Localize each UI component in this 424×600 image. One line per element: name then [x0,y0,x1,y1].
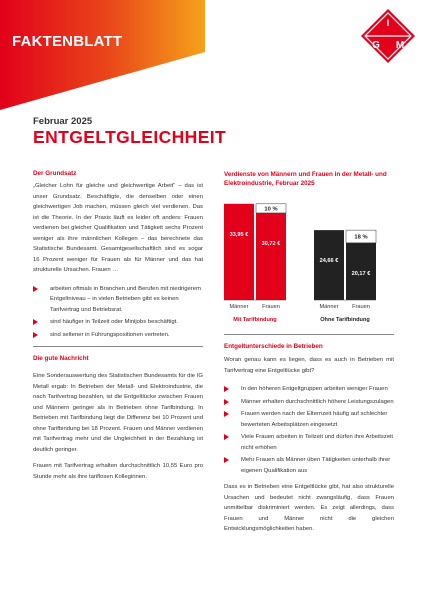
chart-bar [256,213,286,300]
section-heading-gute-nachricht: Die gute Nachricht [33,355,89,362]
logo-letter-i: I [386,18,390,28]
chart-category-label: Frauen [352,304,370,310]
chart-group-label: Ohne Tarifbindung [320,317,370,323]
gute-nachricht-paragraph-2: Frauen mit Tarifvertrag erhalten durchschnittlich 10,55 Euro pro Stunde mehr als ihre tariflosen Kolleginnen. [33,463,203,480]
chart-category-label: Männer [229,304,249,310]
list-item-text: sind seltener in Führungspositionen vertreten. [50,331,170,338]
list-item-text: Frauen werden nach der Elternzeit häufig auf schlechter bewerteten Arbeitsplätzen eingesetzt [241,411,388,428]
chart-data-label: 24,66 € [319,258,339,265]
list-item [33,284,203,316]
grundsatz-paragraph: „Gleicher Lohn für gleiche und gleichwertige Arbeit“ – das ist unser Grundsatz. Beschäftigte, die denselben oder einen gleichwertigen Job machen, müssen gleich viel verdienen. Das ist die Theorie. In der Praxis läuft es leider oft anders: Frauen verdienen bei gleicher Qualifikation und Tätigkeit sechs Prozent weniger als ihre männlichen Kollegen – das berechnete das Statistische Bundesamt. Gesamtgesellschaftlich sind es sogar 16 Prozent weniger für Frauen als für Männer und das hat strukturelle Ursachen. Frauen … [33,183,203,273]
list-item [224,409,394,430]
list-item-text: arbeiten oftmals in Branchen und Berufen mit niedrigerem Entgeltniveau – in vielen Betrieben gibt es keinen Tarifvertrag und Betriebsrat. [50,285,201,313]
list-item-text: Männer erhalten durchschnittlich höhere Leistungszulagen [241,398,394,405]
list-item-text: In den höheren Entgeltgruppen arbeiten weniger Frauen [241,386,388,392]
section-heading-entgeltunterschiede: Entgeltunterschiede in Betrieben [224,343,323,350]
logo-letter-m: M [395,40,405,51]
bullet-arrow-icon [33,319,38,325]
list-item [224,384,394,395]
chart-category-label: Frauen [262,304,280,310]
chart-group-label: Mit Tarifbindung [233,317,277,323]
list-item-text: Mehr Frauen als Männer üben Tätigkeiten unterhalb ihrer eigenen Qualifikation aus [241,457,391,474]
gute-nachricht-paragraph-1: Eine Sonderauswertung des Statistischen Bundesamts für die IG Metall ergab: In Betrieben der Metall- und Elektroindustrie, die nach Tarifvertrag bezahlen, ist die Entgeltlücke zwischen Frauen und Männern geringer als in Betrieben ohne Tarifbindung. In Betrieben mit Tarifbindung liegt die Differenz bei 10 Prozent und ohne Tarifbindung bei 18 Prozent. Frauen und Männer verdienen mit Tarifvertrag mehr und die Ungleichheit in der Bezahlung ist deutlich geringer. [33,373,203,453]
header-band [0,0,424,110]
chart-data-label: 30,72 € [261,240,281,247]
logo-letter-g: G [372,40,380,51]
reasons-list [224,384,394,476]
divider [224,334,394,335]
entgeltunterschiede-intro: Woran genau kann es liegen, dass es auch in Betrieben mit Tarifvertrag eine Entgeltlücke gibt? [224,357,394,374]
bullet-arrow-icon [224,399,229,405]
bullet-arrow-icon [33,332,38,338]
list-item [33,317,203,328]
divider [33,346,203,347]
list-item [224,455,394,476]
left-column [33,170,203,482]
entgeltunterschiede-closing: Dass es in Betrieben eine Entgeltlücke gibt, hat also strukturelle Ursachen und bedeutet nicht zwangsläufig, dass Frauen unmittelbar diskriminiert werden. Es zeigt allerdings, dass Frauen und Männer nicht die gleichen Entwicklungsmöglichkeiten haben. [224,484,394,532]
list-item-text: Viele Frauen arbeiten in Teilzeit und dürfen ihre Arbeitszeit nicht erhöhen [241,434,394,451]
header-red-shape [0,0,205,110]
list-item [224,432,394,453]
chart-gap-label: 18 % [354,234,368,241]
chart-bar [314,230,344,300]
chart-title: Verdienste von Männern und Frauen in der Metall- und Elektroindustrie, Februar 2025 [224,171,387,187]
list-item [33,330,203,341]
chart-data-label: 20,17 € [351,270,371,277]
bullet-arrow-icon [224,411,229,417]
publication-date: Februar 2025 [33,116,93,127]
chart-bar [224,204,254,300]
cause-list [33,284,203,341]
bullet-arrow-icon [224,457,229,463]
chart-gap-label: 10 % [264,206,278,213]
list-item-text: sind häufiger in Teilzeit oder Minijobs beschäftigt. [50,319,178,325]
list-item [224,397,394,408]
right-column [224,170,394,535]
chart-data-label: 33,95 € [229,231,249,238]
doc-type-title: FAKTENBLATT [12,33,123,50]
bullet-arrow-icon [33,286,38,292]
bullet-arrow-icon [224,386,229,392]
bullet-arrow-icon [224,434,229,440]
section-heading-grundsatz: Der Grundsatz [33,170,77,177]
page-title: ENTGELTGLEICHHEIT [33,127,227,147]
chart-category-label: Männer [319,304,339,310]
igm-logo [360,8,416,64]
earnings-chart [224,192,394,330]
